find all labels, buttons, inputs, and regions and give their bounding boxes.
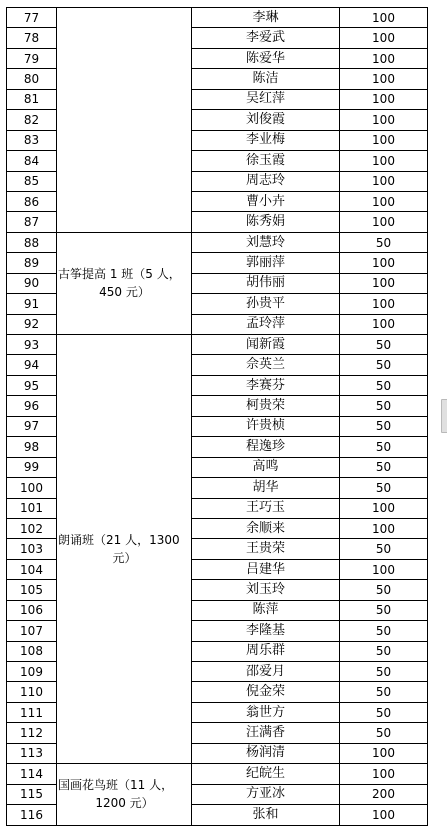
member-name-cell: 吕建华 [192,559,340,579]
roster-table [6,7,428,826]
amount-cell: 50 [340,702,428,722]
row-number-cell: 113 [7,743,57,763]
row-number-cell: 97 [7,416,57,436]
row-number-cell: 99 [7,457,57,477]
row-number-cell: 88 [7,232,57,252]
row-number-cell: 93 [7,335,57,355]
amount-cell: 100 [340,743,428,763]
amount-cell: 50 [340,539,428,559]
row-number-cell: 83 [7,130,57,150]
amount-cell: 50 [340,621,428,641]
member-name-cell: 倪金荣 [192,682,340,702]
member-name-cell: 李爱武 [192,28,340,48]
table-row [7,764,428,784]
amount-cell: 100 [340,294,428,314]
class-group-label-line2: 450 元） [99,285,150,300]
amount-cell: 100 [340,253,428,273]
member-name-cell: 陈洁 [192,69,340,89]
member-name-cell: 许贵桢 [192,416,340,436]
table-row [7,232,428,252]
class-group-cell [57,335,192,764]
amount-cell: 50 [340,416,428,436]
member-name-cell: 方亚冰 [192,784,340,804]
row-number-cell: 78 [7,28,57,48]
amount-cell: 100 [340,69,428,89]
row-number-cell: 116 [7,805,57,825]
member-name-cell: 陈萍 [192,600,340,620]
row-number-cell: 112 [7,723,57,743]
member-name-cell: 李赛芬 [192,375,340,395]
member-name-cell: 张和 [192,805,340,825]
member-name-cell: 李隆基 [192,621,340,641]
member-name-cell: 刘慧玲 [192,232,340,252]
member-name-cell: 纪皖生 [192,764,340,784]
member-name-cell: 胡华 [192,478,340,498]
amount-cell: 100 [340,89,428,109]
member-name-cell: 高鸣 [192,457,340,477]
amount-cell: 100 [340,273,428,293]
amount-cell: 50 [340,478,428,498]
table-row [7,335,428,355]
roster-table-body [7,8,428,826]
row-number-cell: 96 [7,396,57,416]
amount-cell: 50 [340,437,428,457]
row-number-cell: 109 [7,662,57,682]
row-number-cell: 90 [7,273,57,293]
member-name-cell: 邵爱月 [192,662,340,682]
member-name-cell: 王巧玉 [192,498,340,518]
class-group-cell [57,8,192,233]
row-number-cell: 92 [7,314,57,334]
amount-cell: 100 [340,314,428,334]
amount-cell: 50 [340,600,428,620]
row-number-cell: 95 [7,375,57,395]
table-row [7,8,428,28]
amount-cell: 100 [340,8,428,28]
class-group-label [58,776,191,812]
row-number-cell: 115 [7,784,57,804]
row-number-cell: 100 [7,478,57,498]
member-name-cell: 翁世方 [192,702,340,722]
amount-cell: 100 [340,191,428,211]
row-number-cell: 108 [7,641,57,661]
member-name-cell: 余顺来 [192,518,340,538]
row-number-cell: 107 [7,621,57,641]
amount-cell: 100 [340,212,428,232]
row-number-cell: 87 [7,212,57,232]
row-number-cell: 86 [7,191,57,211]
row-number-cell: 110 [7,682,57,702]
row-number-cell: 111 [7,702,57,722]
row-number-cell: 89 [7,253,57,273]
amount-cell: 50 [340,457,428,477]
row-number-cell: 84 [7,151,57,171]
amount-cell: 50 [340,662,428,682]
class-group-label-line1: 朗诵班（21 人，1300 [58,533,180,548]
row-number-cell: 94 [7,355,57,375]
row-number-cell: 85 [7,171,57,191]
member-name-cell: 吴红萍 [192,89,340,109]
amount-cell: 50 [340,232,428,252]
member-name-cell: 杨润清 [192,743,340,763]
class-group-label-line2: 1200 元） [95,796,154,811]
amount-cell: 100 [340,498,428,518]
member-name-cell: 程逸珍 [192,437,340,457]
amount-cell: 100 [340,805,428,825]
row-number-cell: 80 [7,69,57,89]
row-number-cell: 101 [7,498,57,518]
member-name-cell: 陈秀娟 [192,212,340,232]
amount-cell: 50 [340,335,428,355]
scrollbar-handle[interactable] [441,399,447,433]
member-name-cell: 李琳 [192,8,340,28]
amount-cell: 100 [340,130,428,150]
amount-cell: 50 [340,723,428,743]
member-name-cell: 汪满香 [192,723,340,743]
member-name-cell: 郭丽萍 [192,253,340,273]
amount-cell: 100 [340,764,428,784]
amount-cell: 50 [340,355,428,375]
amount-cell: 100 [340,28,428,48]
member-name-cell: 王贵荣 [192,539,340,559]
row-number-cell: 81 [7,89,57,109]
member-name-cell: 柯贵荣 [192,396,340,416]
class-group-cell [57,764,192,825]
member-name-cell: 闻新霞 [192,335,340,355]
amount-cell: 200 [340,784,428,804]
member-name-cell: 徐玉霞 [192,151,340,171]
member-name-cell: 周乐群 [192,641,340,661]
amount-cell: 100 [340,171,428,191]
amount-cell: 50 [340,682,428,702]
member-name-cell: 孟玲萍 [192,314,340,334]
member-name-cell: 孙贵平 [192,294,340,314]
row-number-cell: 106 [7,600,57,620]
class-group-label-line1: 古筝提高 1 班（5 人， [58,267,181,282]
row-number-cell: 104 [7,559,57,579]
member-name-cell: 陈爱华 [192,48,340,68]
amount-cell: 50 [340,396,428,416]
row-number-cell: 91 [7,294,57,314]
amount-cell: 100 [340,110,428,130]
member-name-cell: 佘英兰 [192,355,340,375]
row-number-cell: 79 [7,48,57,68]
amount-cell: 100 [340,151,428,171]
amount-cell: 100 [340,518,428,538]
member-name-cell: 胡伟丽 [192,273,340,293]
row-number-cell: 114 [7,764,57,784]
row-number-cell: 105 [7,580,57,600]
class-group-label [58,531,191,567]
row-number-cell: 103 [7,539,57,559]
class-group-label-line2: 元） [112,551,137,566]
class-group-label [58,265,191,301]
amount-cell: 50 [340,580,428,600]
class-group-label-line1: 国画花鸟班（11 人， [58,778,174,793]
member-name-cell: 曹小卉 [192,191,340,211]
member-name-cell: 刘玉玲 [192,580,340,600]
member-name-cell: 李业梅 [192,130,340,150]
row-number-cell: 77 [7,8,57,28]
amount-cell: 50 [340,641,428,661]
class-group-cell [57,232,192,334]
amount-cell: 100 [340,559,428,579]
amount-cell: 100 [340,48,428,68]
amount-cell: 50 [340,375,428,395]
row-number-cell: 102 [7,518,57,538]
row-number-cell: 98 [7,437,57,457]
member-name-cell: 刘俊霞 [192,110,340,130]
row-number-cell: 82 [7,110,57,130]
member-name-cell: 周志玲 [192,171,340,191]
